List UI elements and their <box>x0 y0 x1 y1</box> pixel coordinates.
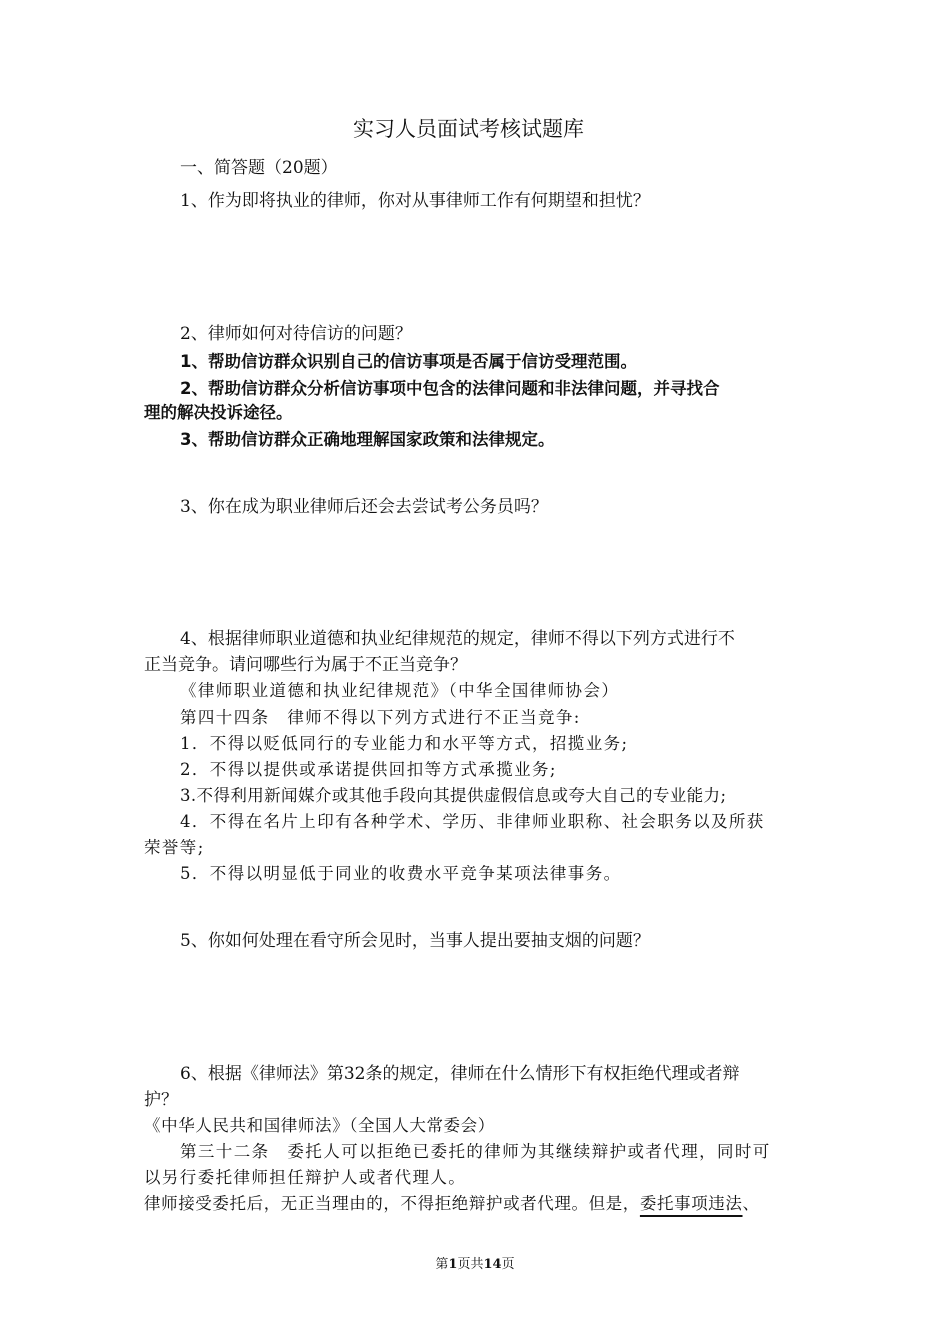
footer-middle: 页共 <box>457 1257 484 1272</box>
question-3: 3、你在成为职业律师后还会去尝试考公务员吗？ <box>180 497 548 517</box>
answer-4-item-2: 2．不得以提供或承诺提供回扣等方式承揽业务; <box>180 760 557 779</box>
question-4-line-2: 正当竞争。请问哪些行为属于不正当竞争？ <box>144 655 467 675</box>
question-2: 2、律师如何对待信访的问题？ <box>180 324 412 344</box>
answer-4-item-5: 5．不得以明显低于同业的收费水平竞争某项法律事务。 <box>180 864 622 883</box>
answer-4-item-4-cont: 荣誉等; <box>144 838 205 857</box>
answer-2-line-1: 1、帮助信访群众识别自己的信访事项是否属于信访受理范围。 <box>180 352 637 371</box>
answer-2-line-3: 理的解决投诉途径。 <box>144 403 293 422</box>
answer-4-item-1: 1．不得以贬低同行的专业能力和水平等方式，招揽业务; <box>180 734 629 753</box>
question-4-line-1: 4、根据律师职业道德和执业纪律规范的规定，律师不得以下列方式进行不 <box>180 629 735 649</box>
answer-4-article: 第四十四条 律师不得以下列方式进行不正当竞争: <box>180 708 581 727</box>
footer-total-pages: 14 <box>483 1257 502 1272</box>
answer-4-item-3: 3.不得利用新闻媒介或其他手段向其提供虚假信息或夸大自己的专业能力; <box>180 786 727 805</box>
footer-suffix: 页 <box>501 1257 515 1272</box>
answer-6-article: 第三十二条 委托人可以拒绝已委托的律师为其继续辩护或者代理，同时可 <box>180 1142 771 1161</box>
answer-6-article-cont: 以另行委托律师担任辩护人或者代理人。 <box>144 1168 467 1187</box>
answer-4-item-4: 4．不得在名片上印有各种学术、学历、非律师业职称、社会职务以及所获 <box>180 812 765 831</box>
page-footer <box>0 1253 950 1272</box>
footer-page-number: 1 <box>448 1257 458 1272</box>
footer-prefix: 第 <box>435 1257 449 1272</box>
answer-6-text: 律师接受委托后，无正当理由的，不得拒绝辩护或者代理。但是， <box>144 1194 640 1213</box>
page-title: 实习人员面试考核试题库 <box>353 117 584 141</box>
question-6-line-1: 6、根据《律师法》第32条的规定，律师在什么情形下有权拒绝代理或者辩 <box>180 1064 740 1084</box>
question-5: 5、你如何处理在看守所会见时，当事人提出要抽支烟的问题？ <box>180 931 650 951</box>
answer-6-tail: 、 <box>742 1194 760 1213</box>
section-heading: 一、简答题（20题） <box>180 158 338 178</box>
answer-6-source: 《中华人民共和国律师法》（全国人大常委会） <box>144 1116 495 1135</box>
answer-2-line-2: 2、帮助信访群众分析信访事项中包含的法律问题和非法律问题，并寻找合 <box>180 379 720 398</box>
answer-4-source: 《律师职业道德和执业纪律规范》（中华全国律师协会） <box>180 681 620 700</box>
question-1: 1、作为即将执业的律师，你对从事律师工作有何期望和担忧？ <box>180 191 650 211</box>
answer-6-line-4 <box>144 1193 760 1215</box>
question-6-line-2: 护？ <box>144 1090 178 1110</box>
answer-2-line-4: 3、帮助信访群众正确地理解国家政策和法律规定。 <box>180 430 555 449</box>
underlined-phrase: 委托事项违法 <box>639 1194 743 1213</box>
